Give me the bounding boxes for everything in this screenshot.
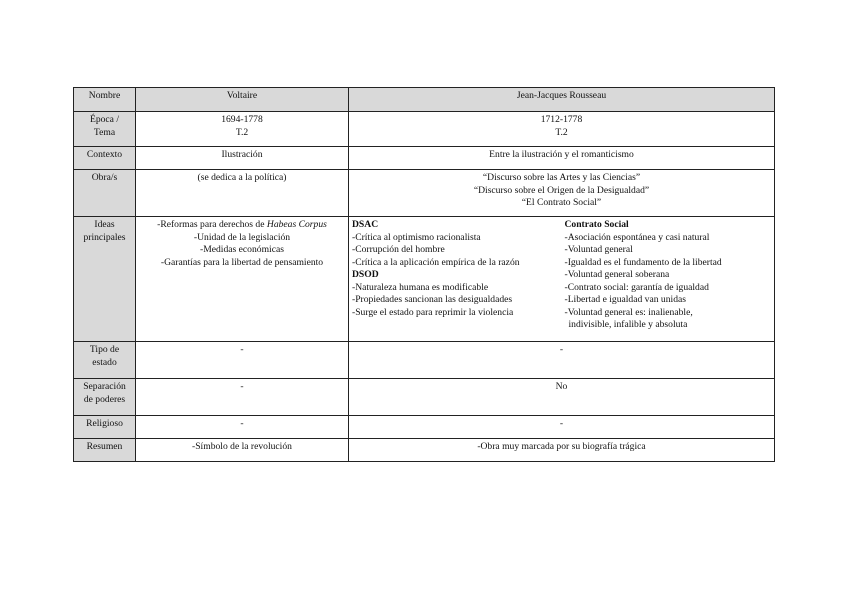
religioso-row — [74, 416, 775, 439]
comparison-table — [73, 87, 775, 462]
rousseau-years: 1712-1778 — [540, 114, 583, 125]
voltaire-idea-habeas — [139, 219, 345, 232]
voltaire-tema: T.2 — [235, 126, 249, 138]
epoca-voltaire — [136, 112, 349, 147]
tipo-row — [74, 342, 775, 379]
resumen-label: Resumen — [74, 439, 136, 462]
contexto-label: Contexto — [74, 147, 136, 170]
religioso-rousseau: - — [349, 416, 775, 439]
voltaire-years: 1694-1778 — [221, 114, 263, 125]
contexto-row — [74, 147, 775, 170]
epoca-rousseau — [349, 112, 775, 147]
contrato-title: Contrato Social — [564, 219, 629, 230]
ideas-row — [74, 217, 775, 342]
resumen-voltaire: -Símbolo de la revolución — [136, 439, 349, 462]
rousseau-tema: T.2 — [555, 126, 568, 138]
dsac-title: DSAC — [352, 219, 379, 230]
voltaire-idea: -Garantías para la libertad de pensamiento — [160, 256, 324, 268]
obras-row — [74, 170, 775, 217]
dsod-item: -Naturaleza humana es modificable — [352, 281, 489, 293]
dsod-title: DSOD — [352, 269, 379, 280]
separacion-label-line2: de poderes — [83, 393, 126, 405]
epoca-row — [74, 112, 775, 147]
contexto-rousseau: Entre la ilustración y el romanticismo — [349, 147, 775, 170]
separacion-label-line1: Separación — [83, 381, 126, 392]
epoca-label-line2: Tema — [93, 126, 116, 138]
contrato-item: -Voluntad general — [564, 244, 633, 255]
dsac-item: -Corrupción del hombre — [352, 244, 445, 255]
religioso-label: Religioso — [74, 416, 136, 439]
contexto-voltaire: Ilustración — [136, 147, 349, 170]
contrato-item: -Asociación espontánea y casi natural — [564, 231, 710, 243]
ideas-label-line2: principales — [83, 231, 126, 243]
tipo-label — [74, 342, 136, 379]
rousseau-discursos-column — [352, 219, 559, 332]
contrato-item: -Voluntad general es: inalienable, — [564, 306, 693, 318]
religioso-voltaire: - — [136, 416, 349, 439]
obra-discurso-origen: “Discurso sobre el Origen de la Desigualdad” — [473, 184, 650, 196]
habeas-corpus: Habeas Corpus — [266, 219, 327, 230]
dsac-item: -Crítica al optimismo racionalista — [352, 231, 481, 243]
voltaire-idea: -Medidas económicas — [200, 244, 284, 255]
contrato-item: indivisible, infalible y absoluta — [568, 319, 688, 330]
ideas-label-line1: Ideas — [94, 219, 115, 230]
tipo-voltaire: - — [136, 342, 349, 379]
separacion-row — [74, 379, 775, 416]
header-label: Nombre — [74, 88, 136, 112]
voltaire-idea: -Unidad de la legislación — [193, 231, 291, 243]
contrato-item: -Voluntad general soberana — [564, 269, 670, 280]
obra-contrato-social: “El Contrato Social” — [521, 197, 602, 208]
dsac-item: -Crítica a la aplicación empírica de la razón — [352, 256, 520, 268]
contrato-item: -Igualdad es el fundamento de la libertad — [564, 256, 722, 268]
epoca-label-line1: Época / — [89, 114, 120, 125]
dsod-item: -Propiedades sancionan las desigualdades — [352, 294, 513, 305]
header-row — [74, 88, 775, 112]
separacion-rousseau: No — [349, 379, 775, 416]
obras-voltaire: (se dedica a la política) — [136, 170, 349, 217]
separacion-label — [74, 379, 136, 416]
ideas-rousseau — [349, 217, 775, 342]
habeas-prefix: -Reformas para derechos de — [157, 219, 267, 230]
rousseau-contrato-column — [565, 219, 772, 332]
header-rousseau: Jean-Jacques Rousseau — [349, 88, 775, 112]
resumen-row — [74, 439, 775, 462]
obras-rousseau — [349, 170, 775, 217]
obra-discurso-artes: “Discurso sobre las Artes y las Ciencias” — [482, 172, 641, 183]
header-voltaire: Voltaire — [136, 88, 349, 112]
contrato-item: -Libertad e igualdad van unidas — [564, 294, 686, 305]
contrato-item: -Contrato social: garantía de igualdad — [564, 281, 709, 293]
separacion-voltaire: - — [136, 379, 349, 416]
tipo-label-line2: estado — [92, 356, 117, 368]
ideas-label — [74, 217, 136, 342]
resumen-rousseau: -Obra muy marcada por su biografía trágica — [349, 439, 775, 462]
obras-label: Obra/s — [74, 170, 136, 217]
epoca-label — [74, 112, 136, 147]
tipo-label-line1: Tipo de — [89, 344, 120, 355]
dsod-item: -Surge el estado para reprimir la violencia — [352, 306, 514, 318]
ideas-voltaire — [136, 217, 349, 342]
tipo-rousseau: - — [349, 342, 775, 379]
